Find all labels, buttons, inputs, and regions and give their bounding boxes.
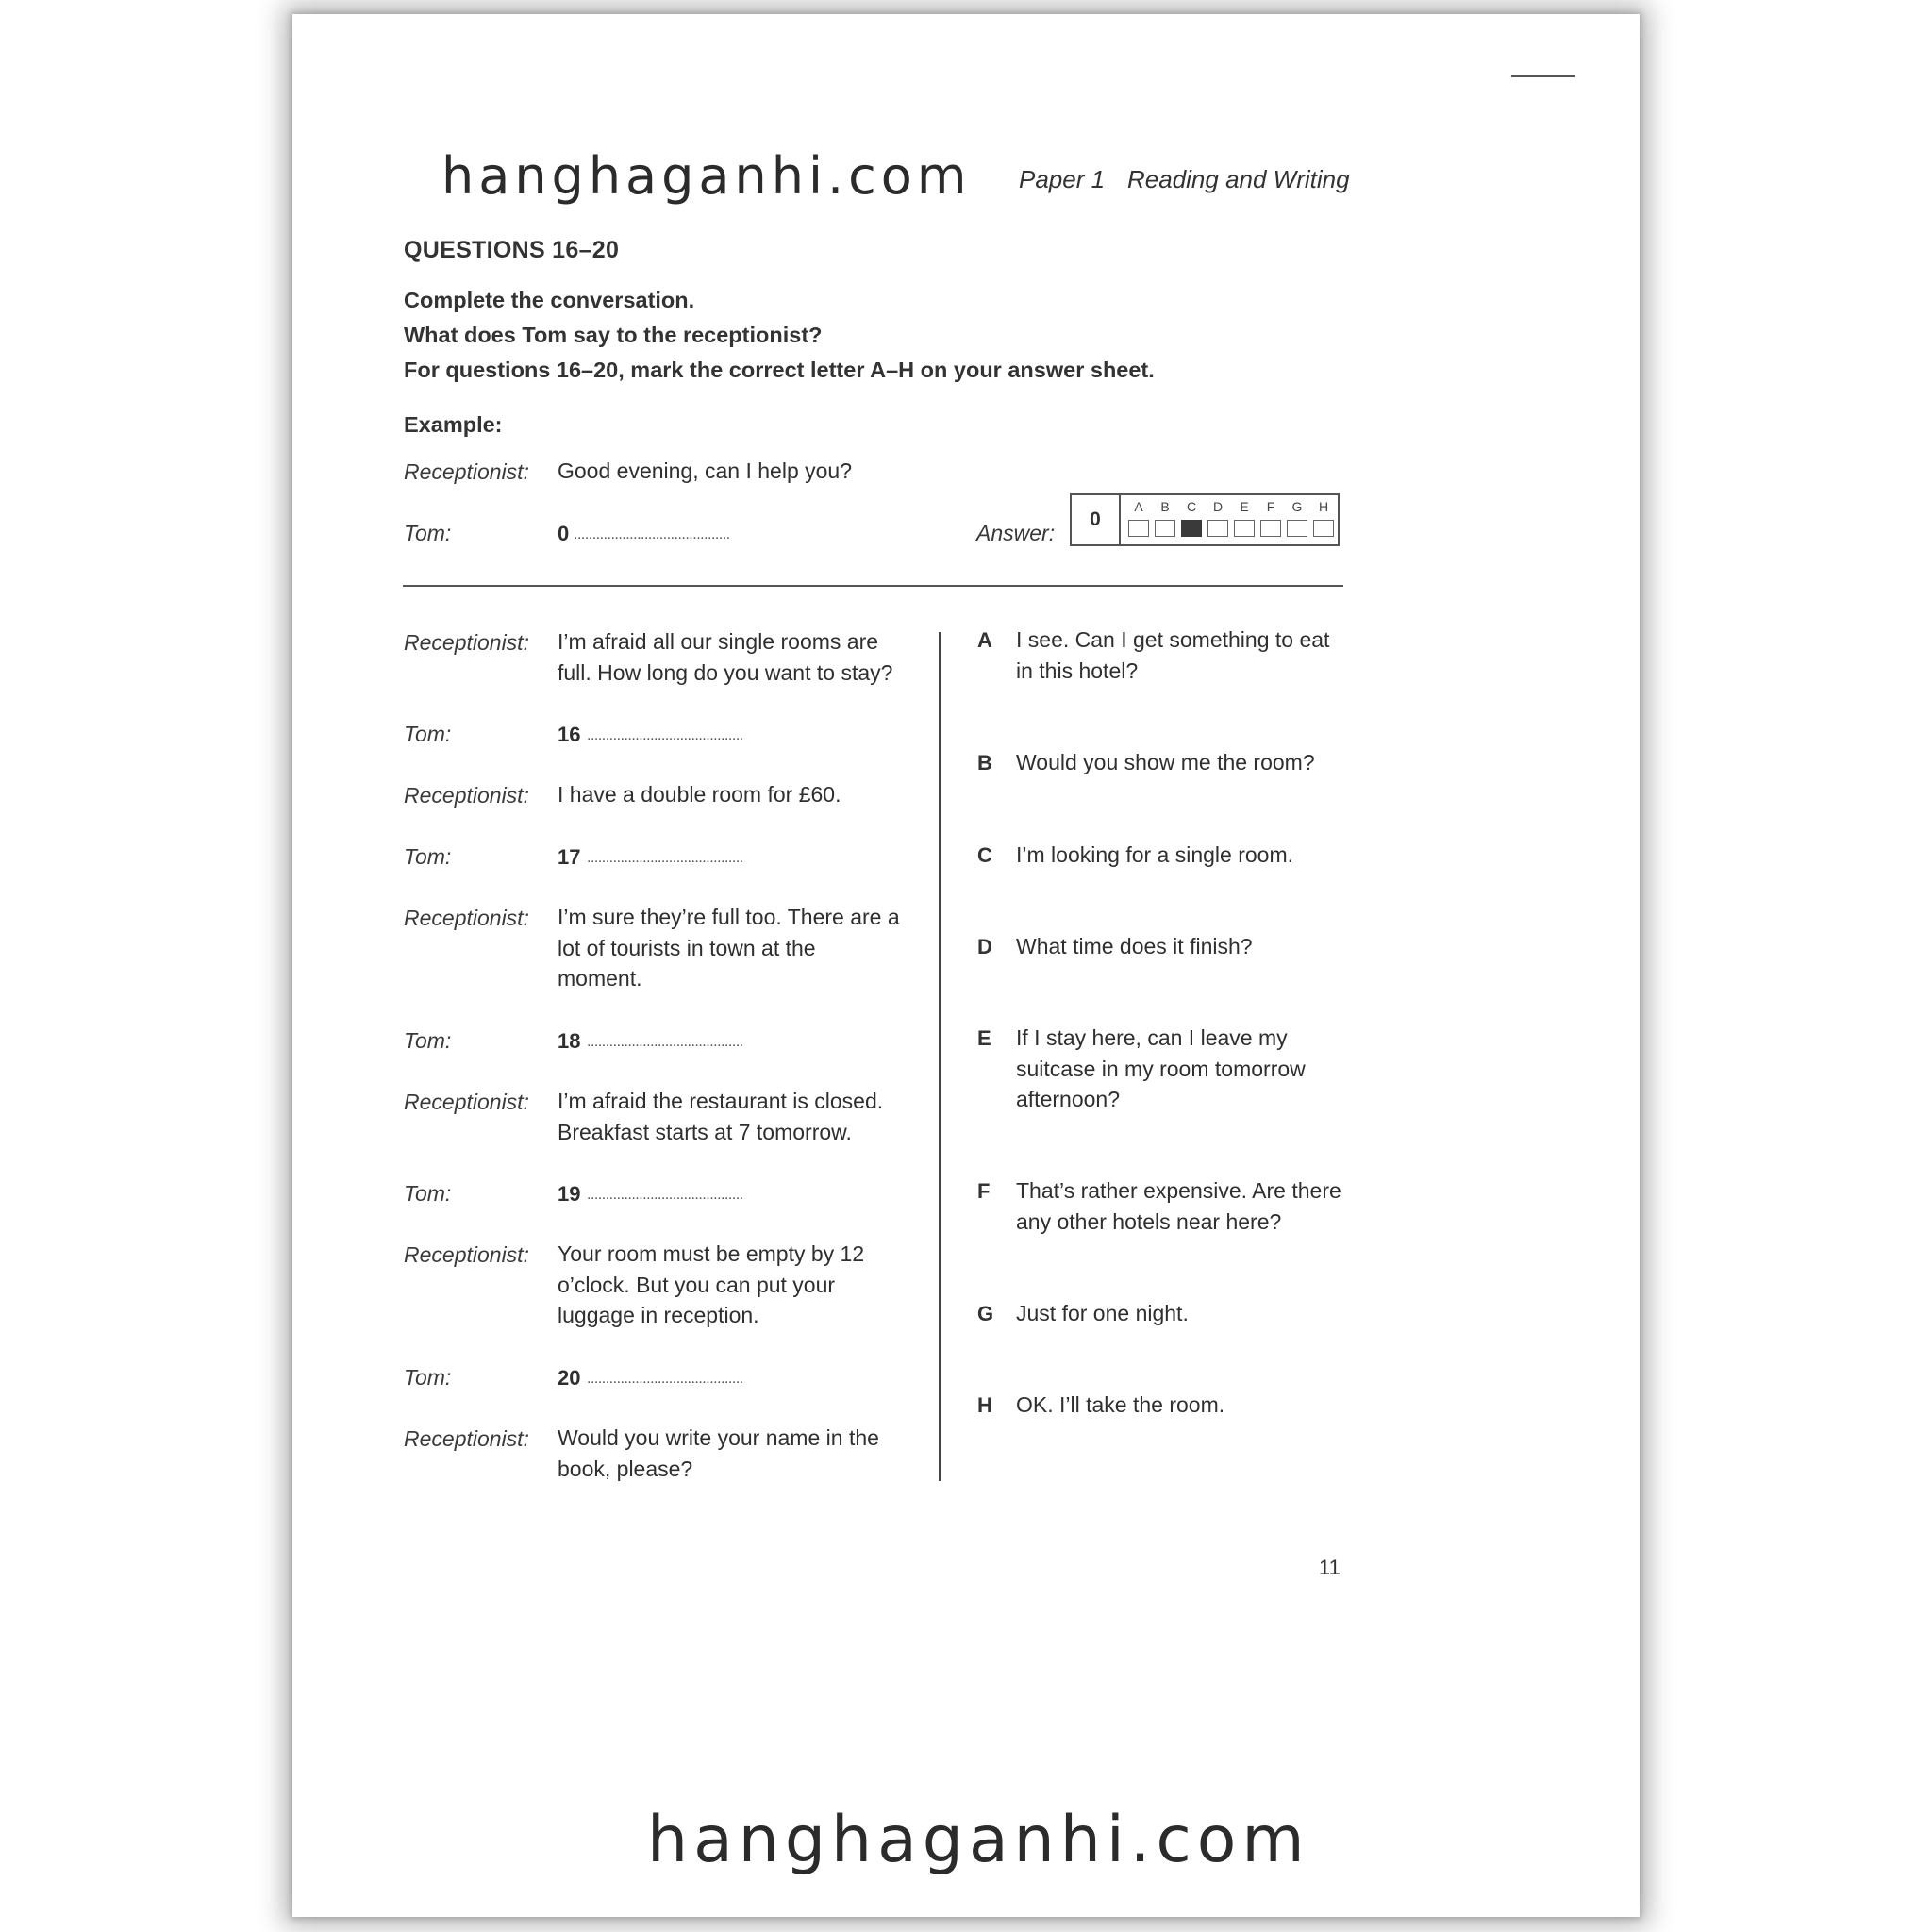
instruction-line: What does Tom say to the receptionist? [404, 323, 823, 347]
option-text-b [1016, 747, 1315, 778]
grid-letter: A [1134, 499, 1143, 514]
header-paper: Paper 1 [1019, 165, 1106, 193]
text-line: I’m sure they’re full too. There are a [558, 905, 900, 929]
watermark-bottom: hanghaganhi.com [647, 1803, 1310, 1877]
instruction-line: Complete the conversation. [404, 288, 695, 312]
grid-letter: H [1318, 499, 1329, 514]
speaker-receptionist: Receptionist: [404, 783, 529, 808]
answer-dots: .......................................... [587, 727, 743, 743]
questions-title: QUESTIONS 16–20 [404, 237, 620, 263]
grid-letter: B [1160, 499, 1170, 514]
example-receptionist-line: Good evening, can I help you? [558, 458, 853, 483]
receptionist-line [558, 902, 900, 994]
answer-dots: .......................................... [587, 1034, 743, 1050]
text-line: full. How long do you want to stay? [558, 659, 893, 685]
answer-cell [1128, 520, 1149, 537]
grid-letter: E [1240, 499, 1249, 514]
receptionist-line [558, 1086, 883, 1147]
instruction-line: For questions 16–20, mark the correct letter A–H on your answer sheet. [404, 358, 1155, 382]
speaker-tom: Tom: [404, 844, 452, 869]
option-letter-g: G [977, 1302, 994, 1325]
text-line: book, please? [558, 1456, 693, 1481]
speaker-tom: Tom: [404, 1181, 452, 1206]
answer-dots: .......................................... [587, 1371, 743, 1387]
option-letter-e: E [977, 1026, 991, 1050]
answer-cell [1287, 520, 1307, 537]
watermark-top: hanghaganhi.com [441, 146, 972, 206]
example-gap-number: 0 [558, 522, 570, 545]
speaker-receptionist: Receptionist: [404, 906, 529, 930]
grid-letter: G [1291, 499, 1303, 514]
grid-letter: F [1266, 499, 1275, 514]
grid-letter: C [1186, 499, 1197, 514]
option-letter-f: F [977, 1179, 991, 1203]
text-line: luggage in reception. [558, 1303, 759, 1327]
option-letter-h: H [977, 1393, 992, 1417]
receptionist-line [558, 779, 841, 810]
speaker-receptionist: Receptionist: [404, 1242, 529, 1267]
speaker-tom: Tom: [404, 1365, 452, 1390]
answer-label: Answer: [976, 521, 1056, 545]
answer-grid [1121, 495, 1338, 544]
option-letter-b: B [977, 751, 992, 774]
text-line: If I stay here, can I leave my [1016, 1025, 1288, 1050]
text-line: I’m afraid all our single rooms are [558, 629, 879, 654]
speaker-receptionist: Receptionist: [404, 1090, 529, 1114]
answer-cell [1260, 520, 1281, 537]
option-text-f [1016, 1175, 1341, 1237]
text-line: o’clock. But you can put your [558, 1272, 836, 1297]
exam-page [292, 14, 1640, 1917]
speaker-receptionist: Receptionist: [404, 630, 529, 655]
corner-rule [1511, 75, 1575, 77]
answer-dots: .......................................... [587, 850, 743, 866]
text-line: moment. [558, 966, 642, 991]
gap-number: 18 [558, 1029, 581, 1053]
text-line: Would you show me the room? [1016, 750, 1315, 774]
speaker-receptionist: Receptionist: [404, 1426, 529, 1451]
option-text-d [1016, 931, 1253, 962]
answer-cell [1234, 520, 1255, 537]
example-answer-dots: .......................................... [574, 526, 730, 542]
option-text-g [1016, 1298, 1189, 1329]
page-number: 11 [1319, 1556, 1341, 1579]
answer-number: 0 [1072, 495, 1121, 544]
gap-number: 19 [558, 1182, 581, 1206]
text-line: lot of tourists in town at the [558, 935, 816, 960]
speaker-tom: Tom: [404, 722, 452, 746]
column-divider [939, 632, 941, 1481]
text-line: Just for one night. [1016, 1301, 1189, 1325]
text-line: Breakfast starts at 7 tomorrow. [558, 1119, 852, 1144]
text-line: Would you write your name in the [558, 1425, 879, 1450]
answer-cell [1313, 520, 1334, 537]
option-text-a [1016, 625, 1329, 686]
example-label: Example: [404, 412, 503, 437]
gap-number: 20 [558, 1366, 581, 1390]
receptionist-line [558, 1423, 879, 1484]
example-receptionist-speaker: Receptionist: [404, 459, 529, 484]
text-line: suitcase in my room tomorrow [1016, 1056, 1306, 1081]
text-line: afternoon? [1016, 1087, 1120, 1111]
option-text-h [1016, 1390, 1224, 1421]
text-line: any other hotels near here? [1016, 1208, 1282, 1234]
gap-number: 17 [558, 845, 581, 869]
answer-cell-selected [1181, 520, 1202, 537]
text-line: What time does it finish? [1016, 934, 1253, 958]
gap-number: 16 [558, 723, 581, 746]
text-line: I see. Can I get something to eat [1016, 627, 1330, 652]
text-line: Your room must be empty by 12 [558, 1241, 865, 1266]
option-text-c [1016, 840, 1293, 871]
text-line: I’m looking for a single room. [1016, 842, 1294, 867]
answer-cell [1155, 520, 1175, 537]
text-line: OK. I’ll take the room. [1016, 1392, 1225, 1417]
speaker-tom: Tom: [404, 1028, 452, 1053]
separator-rule [403, 585, 1343, 587]
option-text-e [1016, 1023, 1306, 1115]
grid-letter: D [1212, 499, 1224, 514]
text-line: I have a double room for £60. [558, 782, 841, 807]
header-section: Reading and Writing [1127, 165, 1350, 193]
example-tom-speaker: Tom: [404, 521, 452, 545]
text-line: I’m afraid the restaurant is closed. [558, 1089, 884, 1113]
option-letter-a: A [977, 628, 992, 652]
answer-dots: .......................................... [587, 1187, 743, 1203]
text-line: That’s rather expensive. Are there [1016, 1178, 1341, 1203]
text-line: in this hotel? [1016, 658, 1139, 683]
receptionist-line [558, 626, 892, 688]
option-letter-c: C [977, 843, 992, 867]
option-letter-d: D [977, 935, 992, 958]
answer-box [1070, 493, 1340, 546]
answer-cell [1208, 520, 1228, 537]
receptionist-line [558, 1239, 864, 1331]
